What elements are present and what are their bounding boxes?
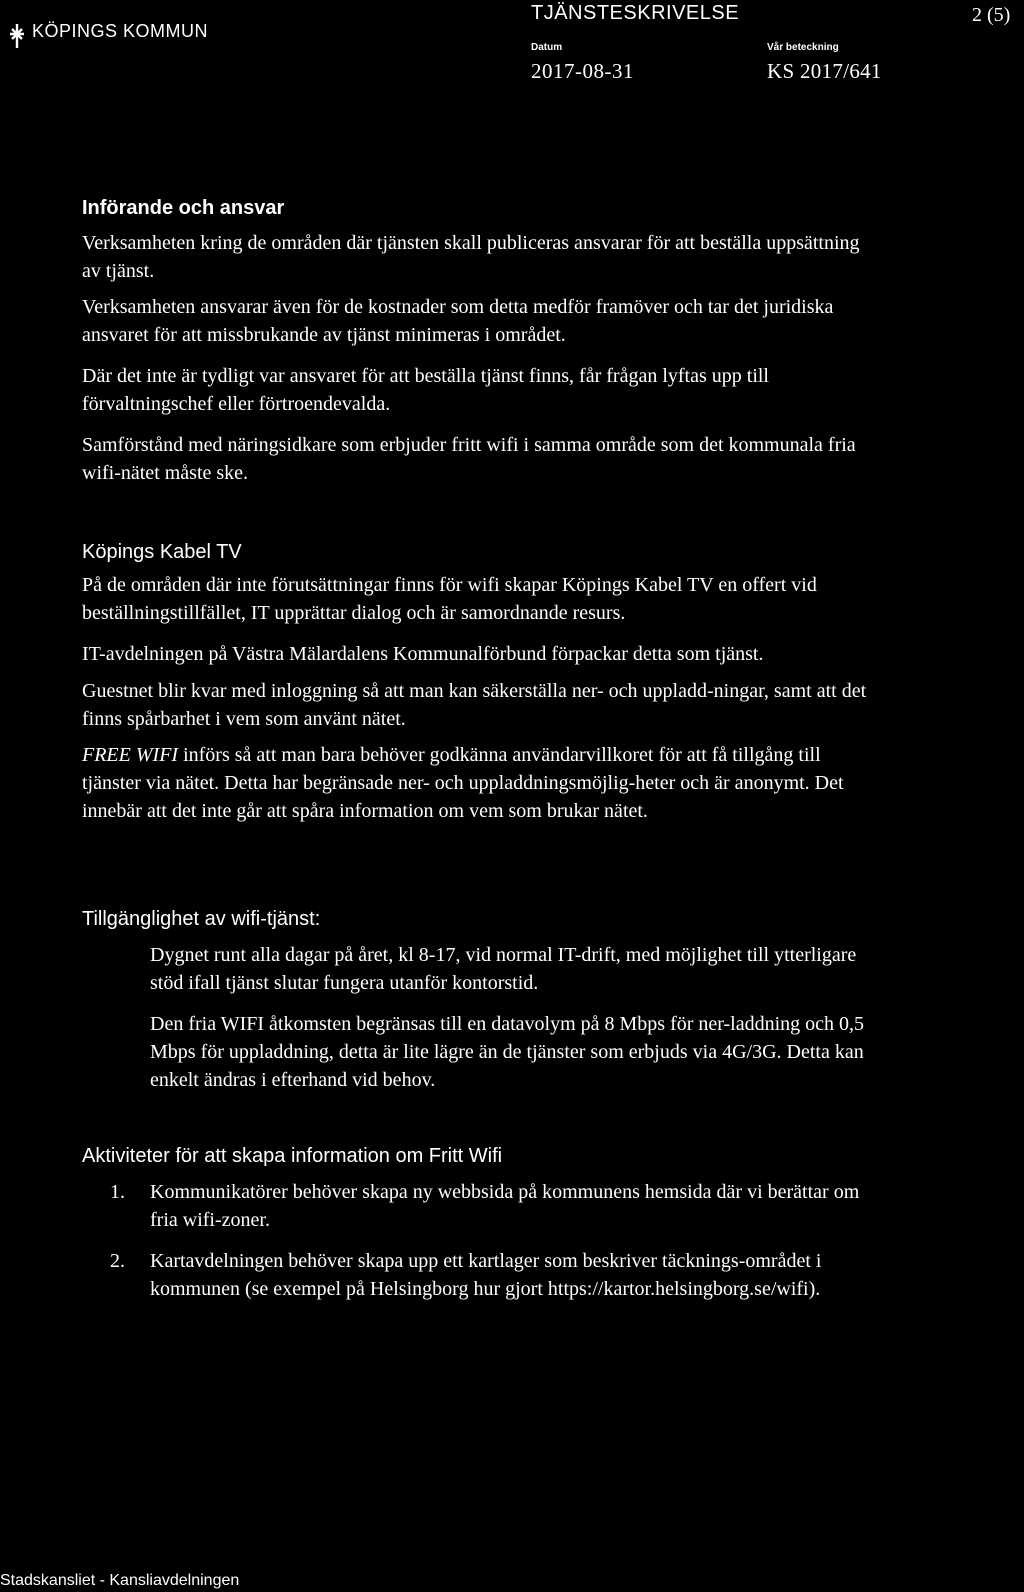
list-item-number: 2. xyxy=(110,1250,125,1272)
paragraph: Guestnet blir kvar med inloggning så att man kan säkerställa ner- och uppladd-ningar, samt att det finns spårbarhet i vem som använt nätet. xyxy=(82,680,867,730)
list-item-number: 1. xyxy=(110,1181,125,1203)
paragraph-text: införs så att man bara behöver godkänna användarvillkoret för att få tillgång till tjänster via nätet. Detta har begränsade ner- och uppladdningsmöjlig-heter och är anonymt. Det innebär att det inte går att spåra information om vem som brukar nätet. xyxy=(82,744,844,822)
page-number: 2 (5) xyxy=(972,4,1011,26)
paragraph: Där det inte är tydligt var ansvaret för att beställa tjänst finns, får frågan lyftas upp till förvaltningschef eller förtroendevalda. xyxy=(82,365,769,415)
section-heading-aktiviteter: Aktiviteter för att skapa information om Fritt Wifi xyxy=(82,1145,503,1167)
paragraph: Verksamheten kring de områden där tjänsten skall publiceras ansvarar för att beställa uppsättning av tjänst. xyxy=(82,232,860,282)
paragraph: Samförstånd med näringsidkare som erbjuder fritt wifi i samma område som det kommunala fria wifi-nätet måste ske. xyxy=(82,434,856,484)
section-heading-tillganglighet: Tillgänglighet av wifi-tjänst: xyxy=(82,908,321,930)
municipal-emblem-icon xyxy=(6,22,28,50)
paragraph: På de områden där inte förutsättningar finns för wifi skapar Köpings Kabel TV en offert vid beställningstillfället, IT upprättar dialog och är samordnande resurs. xyxy=(82,574,817,624)
list-item: Kommunikatörer behöver skapa ny webbsida på kommunens hemsida där vi berättar om fria wifi-zoner. xyxy=(150,1181,860,1231)
reference-value: KS 2017/641 xyxy=(767,59,882,83)
document-type: TJÄNSTESKRIVELSE xyxy=(531,2,740,24)
list-item: Kartavdelningen behöver skapa upp ett kartlager som beskriver täcknings-området i kommunen (se exempel på Helsingborg hur gjort https://kartor.helsingborg.se/wifi). xyxy=(150,1250,822,1300)
paragraph: Verksamheten ansvarar även för de kostnader som detta medför framöver och tar det juridiska ansvaret för att missbrukande av tjänst minimeras i området. xyxy=(82,296,834,346)
paragraph: Dygnet runt alla dagar på året, kl 8-17, vid normal IT-drift, med möjlighet till ytterligare stöd ifall tjänst slutar fungera utanför kontorstid. xyxy=(150,944,857,994)
organization-name: KÖPINGS KOMMUN xyxy=(32,21,209,41)
section-heading-inforande: Införande och ansvar xyxy=(82,197,285,219)
paragraph: Den fria WIFI åtkomsten begränsas till en datavolym på 8 Mbps för ner-laddning och 0,5 Mbps för uppladdning, detta är lite lägre än de tjänster som erbjuds via 4G/3G. Detta kan enkelt ändras i efterhand vid behov. xyxy=(150,1013,865,1091)
footer-department: Stadskansliet - Kansliavdelningen xyxy=(0,1572,240,1589)
paragraph: IT-avdelningen på Västra Mälardalens Kommunalförbund förpackar detta som tjänst. xyxy=(82,643,764,665)
date-value: 2017-08-31 xyxy=(531,59,634,83)
section-heading-kabeltv: Köpings Kabel TV xyxy=(82,541,242,563)
free-wifi-term: FREE WIFI xyxy=(82,744,179,766)
date-label: Datum xyxy=(531,42,563,53)
reference-label: Vår beteckning xyxy=(767,42,839,53)
paragraph-free-wifi xyxy=(82,741,882,825)
